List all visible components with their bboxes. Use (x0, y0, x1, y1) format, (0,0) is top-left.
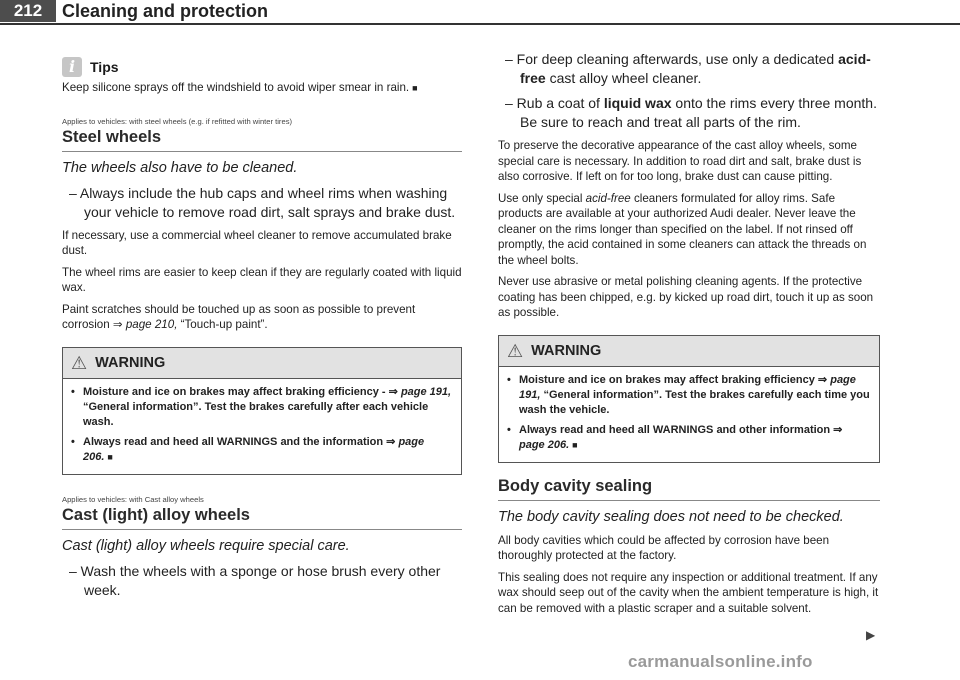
step-item: – For deep cleaning afterwards, use only a dedicated acid-free cast alloy wheel cleaner. (505, 51, 871, 86)
warning-box (62, 347, 462, 475)
end-mark-icon: ■ (107, 451, 113, 462)
section-heading-steel-wheels: Steel wheels (62, 128, 462, 152)
page-number: 212 (0, 0, 56, 22)
bullet-icon: • (71, 385, 75, 398)
page-reference-link[interactable]: page 210, (125, 318, 178, 331)
page-reference-link[interactable]: page 206. (519, 438, 570, 451)
warning-header (63, 348, 461, 379)
left-column (62, 50, 462, 606)
paragraph: The wheel rims are easier to keep clean if they are regularly coated with liquid wax. (62, 265, 462, 294)
watermark: carmanualsonline.info (628, 652, 813, 671)
warning-title: WARNING (531, 342, 602, 359)
bullet-icon: • (71, 435, 75, 448)
paragraph: Never use abrasive or metal polishing cleaning agents. If the protective coating has been chipped, e.g. by kicked up road dirt, touch it up as soon as possible. (498, 275, 874, 319)
page-header (0, 0, 960, 26)
section-subheading-cast: Cast (light) alloy wheels require special care. (62, 537, 350, 554)
warning-body (63, 379, 461, 474)
warning-item: • Always read and heed all WARNINGS and the information ⇒ page 206. ■ (71, 435, 425, 463)
warning-header (499, 336, 879, 367)
warning-box (498, 335, 880, 463)
step-item: – Wash the wheels with a sponge or hose brush every other week. (69, 562, 441, 598)
page-reference-link[interactable]: page 191, (519, 373, 856, 401)
paragraph: All body cavities which could be affected by corrosion have been thoroughly protected at the factory. (498, 533, 830, 562)
warning-triangle-icon: ⚠ (507, 340, 524, 361)
chapter-title: Cleaning and protection (62, 1, 269, 21)
paragraph: Use only special acid-free cleaners formulated for alloy rims. Safe products are available at your authorized Audi dealer. Never leave the cleaner on the rims longer than specified on the label. If not rinsed off promptly, the acid contained in some cleaners can attack the threads on the wheel bolts. (498, 191, 867, 267)
warning-item: • Moisture and ice on brakes may affect braking efficiency ⇒ page 191, “General information”. Test the brakes carefully each time you wash the vehicle. (507, 373, 870, 416)
section-heading-cast-alloy-wheels: Cast (light) alloy wheels (62, 506, 462, 530)
bullet-icon: • (507, 423, 511, 436)
bullet-icon: • (507, 373, 511, 386)
info-icon: i (62, 57, 82, 77)
end-mark-icon: ■ (412, 83, 418, 93)
continue-arrow-icon: ▶ (866, 628, 876, 642)
paragraph: Paint scratches should be touched up as soon as possible to prevent corrosion ⇒ page 210, “Touch-up paint”. (62, 302, 416, 331)
warning-item: • Moisture and ice on brakes may affect braking efficiency - ⇒ page 191, “General information”. Test the brakes carefully after each vehicle wash. (71, 385, 452, 428)
page-reference-link[interactable]: page 206. (83, 435, 425, 463)
warning-body (499, 367, 879, 462)
header-rule (0, 23, 960, 25)
paragraph: This sealing does not require any inspection or additional treatment. If any wax should seep out of the cavity when the ambient temperature is high, it can be removed with a plastic scraper and a suitable solvent. (498, 570, 879, 615)
tip-text: Keep silicone sprays off the windshield to avoid wiper smear in rain. ■ (62, 81, 418, 94)
section-subheading-steel: The wheels also have to be cleaned. (62, 159, 298, 176)
applies-note-cast: Applies to vehicles: with Cast alloy wheels (62, 494, 204, 504)
warning-title: WARNING (95, 354, 166, 371)
paragraph: To preserve the decorative appearance of the cast alloy wheels, some special care is necessary. In addition to road dirt and salt, brake dust is also corrosive. If left on for too long, brake dust can cause pitting. (498, 139, 862, 183)
applies-note-steel: Applies to vehicles: with steel wheels (e.g. if refitted with winter tires) (62, 116, 293, 126)
tips-heading: Tips (90, 59, 119, 75)
section-heading-body-cavity-sealing: Body cavity sealing (498, 477, 880, 501)
warning-item: • Always read and heed all WARNINGS and other information ⇒ page 206. ■ (507, 423, 843, 451)
right-column (498, 50, 880, 622)
warning-triangle-icon: ⚠ (71, 352, 88, 373)
page-reference-link[interactable]: page 191, (400, 385, 452, 398)
step-item: – Always include the hub caps and wheel rims when washing your vehicle to remove road dirt, salt sprays and brake dust. (69, 184, 456, 220)
end-mark-icon: ■ (572, 439, 578, 450)
tips-heading-row (62, 54, 462, 80)
paragraph: If necessary, use a commercial wheel cleaner to remove accumulated brake dust. (62, 228, 452, 257)
section-subheading-body-cavity: The body cavity sealing does not need to be checked. (498, 508, 844, 525)
step-item: – Rub a coat of liquid wax onto the rims every three month. Be sure to reach and treat all parts of the rim. (505, 95, 877, 130)
